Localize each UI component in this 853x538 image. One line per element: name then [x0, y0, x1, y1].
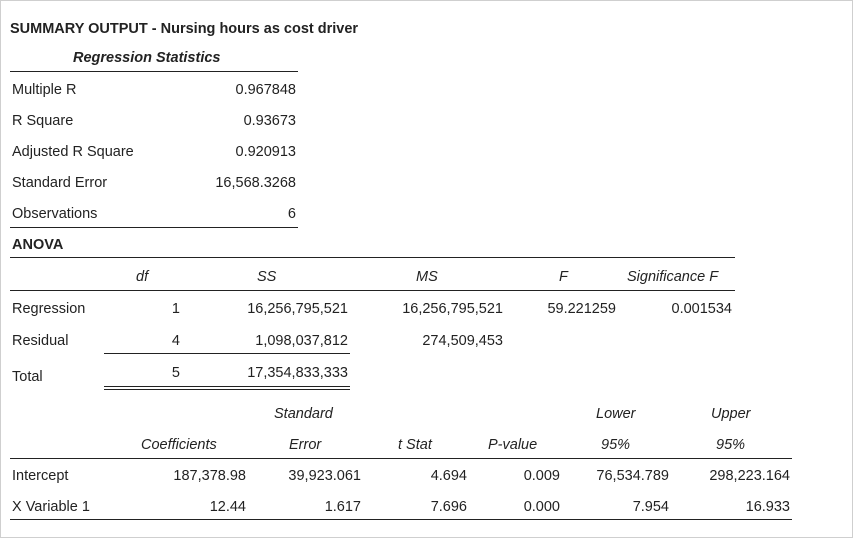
- coef-tstat: 4.694: [430, 468, 467, 484]
- anova-row-label: Regression: [12, 301, 86, 317]
- subtotal-line: [104, 353, 350, 354]
- coef-pvalue: 0.009: [523, 468, 560, 484]
- coef-lower-95: 76,534.789: [596, 468, 669, 484]
- anova-df: 4: [171, 333, 180, 349]
- coef-header-upper-95: 95%: [716, 437, 746, 453]
- coef-header-coefficients: Coefficients: [141, 437, 217, 453]
- anova-f: 59.221259: [547, 301, 616, 317]
- anova-header-df: df: [136, 269, 149, 285]
- stat-value: 0.93673: [243, 113, 296, 129]
- anova-header-ss: SS: [257, 269, 277, 285]
- anova-ss: 17,354,833,333: [247, 365, 348, 381]
- coef-header-pvalue: P-value: [488, 437, 538, 453]
- anova-heading: ANOVA: [12, 237, 64, 253]
- coef-pvalue: 0.000: [523, 499, 560, 515]
- coef-header-tstat: t Stat: [398, 437, 432, 453]
- stat-label: Standard Error: [12, 175, 108, 191]
- anova-header-ms: MS: [416, 269, 438, 285]
- anova-ms: 16,256,795,521: [402, 301, 503, 317]
- anova-row-label: Residual: [12, 333, 69, 349]
- coef-tstat: 7.696: [430, 499, 467, 515]
- coef-header-error: Error: [289, 437, 322, 453]
- coef-value: 187,378.98: [173, 468, 246, 484]
- total-double-line-bottom: [104, 389, 350, 390]
- stat-value: 0.967848: [235, 82, 296, 98]
- coef-header-standard: Standard: [274, 406, 333, 422]
- coef-header-lower-95: 95%: [601, 437, 631, 453]
- coef-standard-error: 39,923.061: [288, 468, 361, 484]
- anova-significance-f: 0.001534: [671, 301, 732, 317]
- coef-header-upper: Upper: [711, 406, 751, 422]
- coef-row-label: X Variable 1: [12, 499, 90, 515]
- anova-ss: 16,256,795,521: [247, 301, 348, 317]
- anova-ms: 274,509,453: [422, 333, 503, 349]
- coef-header-lower: Lower: [596, 406, 636, 422]
- coef-value: 12.44: [209, 499, 246, 515]
- divider: [10, 290, 735, 291]
- stat-value: 0.920913: [235, 144, 296, 160]
- anova-ss: 1,098,037,812: [255, 333, 348, 349]
- coef-upper-95: 298,223.164: [709, 468, 790, 484]
- page-title: SUMMARY OUTPUT - Nursing hours as cost driver: [10, 21, 359, 37]
- coef-row-label: Intercept: [12, 468, 69, 484]
- stat-label: Adjusted R Square: [12, 144, 134, 160]
- anova-header-significance: Significance F: [627, 269, 719, 285]
- coef-lower-95: 7.954: [632, 499, 669, 515]
- stat-label: Observations: [12, 206, 98, 222]
- regression-statistics-heading: Regression Statistics: [73, 50, 221, 66]
- anova-df: 1: [171, 301, 180, 317]
- divider: [10, 458, 792, 459]
- anova-df: 5: [171, 365, 180, 381]
- divider: [10, 257, 735, 258]
- coef-upper-95: 16.933: [745, 499, 790, 515]
- stat-value: 6: [287, 206, 296, 222]
- coef-standard-error: 1.617: [324, 499, 361, 515]
- divider: [10, 227, 298, 228]
- anova-header-f: F: [559, 269, 568, 285]
- stat-value: 16,568.3268: [215, 175, 296, 191]
- total-double-line-top: [104, 386, 350, 387]
- anova-row-label: Total: [12, 369, 43, 385]
- stat-label: Multiple R: [12, 82, 77, 98]
- divider: [10, 519, 792, 520]
- divider: [10, 71, 298, 72]
- stat-label: R Square: [12, 113, 74, 129]
